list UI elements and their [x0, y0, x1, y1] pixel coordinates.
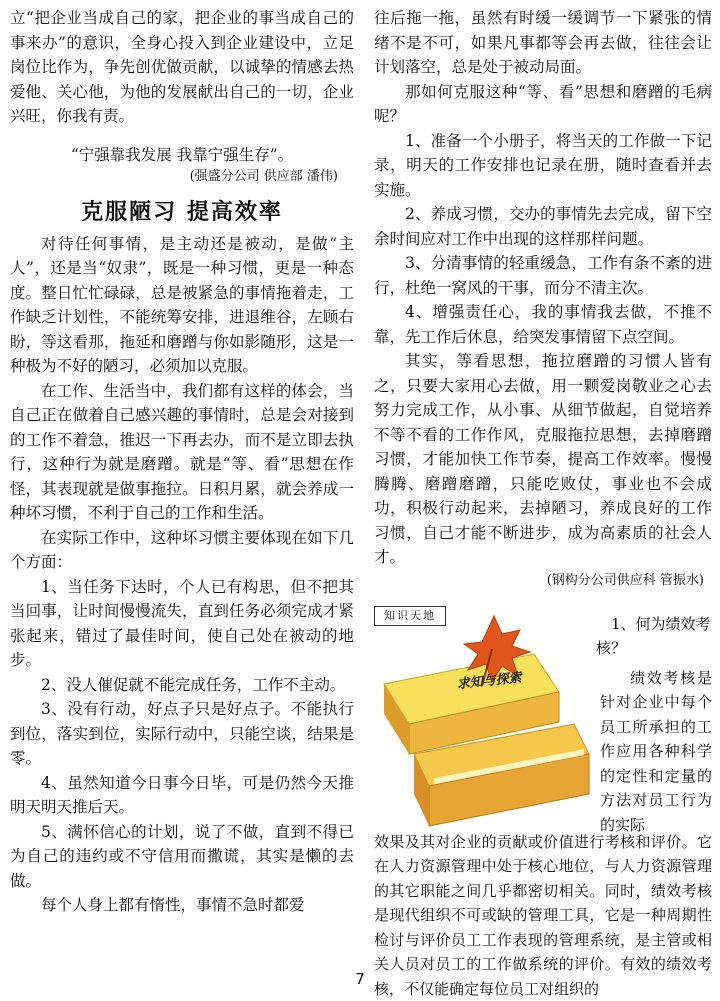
paragraph: 4、增强责任心，我的事情我去做，不推不靠，先工作后休息，给突发事情留下点空间。 — [374, 300, 712, 349]
paragraph: 5、满怀信心的计划，说了不做，直到不得已为自己的违约或不守信用而撒谎，其实是懒的去做。 — [10, 820, 354, 894]
section-tag: 知识天地 — [374, 606, 446, 626]
paragraph: 每个人身上都有惰性，事情不急时都爱 — [10, 893, 354, 918]
knowledge-section — [374, 604, 712, 830]
paragraph: 往后拖一拖，虽然有时缓一缓调节一下紧张的情绪不是不可，如果凡事都等会再去做，往往会让计划落空，总是处于被动局面。 — [374, 6, 712, 80]
paragraph: 2、养成习惯，交办的事情先去完成，留下空余时间应对工作中出现的这样那样问题。 — [374, 202, 712, 251]
knowledge-continuation: 效果及其对企业的贡献或价值进行考核和评价。它在人力资源管理中处于核心地位，与人力资源管理的其它职能之间几乎都密切相关。同时，绩效考核是现代组织不可或缺的管理工具，它是一种周期性检讨与评价员工工作表现的管理系统，是主管或相关人员对员工的工作做系统的评价。有效的绩效考核，不仅能确定每位员工对组织的 — [374, 830, 712, 1001]
slogan: “宁强靠我发展 我靠宁强生存”。 — [10, 143, 354, 167]
paragraph: 在工作、生活当中，我们都有这样的体会，当自己正在做着自己感兴趣的事情时，总是会对接到的工作不着急，推迟一下再去办，而不是立即去执行，这种行为就是磨蹭。就是“等、看”思想在作怪，其表现就是做事拖拉。日积月累，就会养成一种坏习惯，不利于自己的工作和生活。 — [10, 379, 354, 526]
paragraph: 3、分清事情的轻重缓急，工作有条不紊的进行，杜绝一窝风的干事，而分不清主次。 — [374, 251, 712, 300]
page-number: 7 — [0, 970, 720, 988]
paragraph: 2、没人催促就不能完成任务，工作不主动。 — [10, 673, 354, 698]
paragraph: 在实际工作中，这种坏习惯主要体现在如下几个方面： — [10, 526, 354, 575]
paragraph: 4、虽然知道今日事今日毕，可是仍然今天推明天明天推后天。 — [10, 771, 354, 820]
book-illustration — [374, 604, 594, 830]
paragraph: 1、当任务下达时，个人已有构思，但不把其当回事，让时间慢慢流失，直到任务必须完成才紧张起来，错过了最佳时间，使自己处在被动的地步。 — [10, 575, 354, 673]
paragraph: 3、没有行动，好点子只是好点子。不能执行到位，落实到位，实际行动中，只能空谈，结果是零。 — [10, 697, 354, 771]
right-column — [374, 6, 712, 1001]
paragraph: 1、准备一个小册子，将当天的工作做一下记录，明天的工作安排也记录在册，随时查看并去实施。 — [374, 129, 712, 203]
byline-2: (钢构分公司供应科 管振水) — [374, 570, 704, 592]
knowledge-body: 绩效考核是针对企业中每个员工所承担的工作应用各种科学的定性和定量的方法对员工行为的实际 — [600, 666, 712, 838]
intro-paragraph: 立“把企业当成自己的家，把企业的事当成自己的事来办”的意识，全身心投入到企业建设中，立足岗位比作为，争先创优做贡献，以诚挚的情感去热爱他、关心他，为他的发展献出自己的一切，企业兴旺，你我有责。 — [10, 6, 354, 129]
paragraph: 其实，等看思想，拖拉磨蹭的习惯人皆有之，只要大家用心去做，用一颗爱岗敬业之心去努力完成工作，从小事、从细节做起，自觉培养不等不看的工作作风，克服拖拉思想，去掉磨蹭习惯，才能加快工作节奏，提高工作效率。慢慢腾腾、磨蹭磨蹭，只能吃败仗，事业也不会成功，积极行动起来，去掉陋习，养成良好的工作习惯，自己才能不断进步，成为高素质的社会人才。 — [374, 349, 712, 570]
knowledge-question: 1、何为绩效考核？ — [596, 612, 712, 660]
byline-1: (强盛分公司 供应部 潘伟) — [10, 167, 338, 187]
book-label: 求知与探索 — [433, 664, 544, 694]
paragraph: 那如何克服这种“等、看”思想和磨蹭的毛病呢？ — [374, 80, 712, 129]
article-title: 克服陋习 提高效率 — [10, 195, 354, 226]
paragraph: 对待任何事情，是主动还是被动，是做“主人”，还是当“奴隶”，既是一种习惯，更是一种态度。整日忙忙碌碌，总是被紧急的事情拖着走，工作缺乏计划性，不能统筹安排，进退维谷，左顾右盼，等这看那，拖延和磨蹭与你如影随形，这是一种极为不好的陋习，必须加以克服。 — [10, 232, 354, 379]
left-column — [10, 6, 354, 918]
